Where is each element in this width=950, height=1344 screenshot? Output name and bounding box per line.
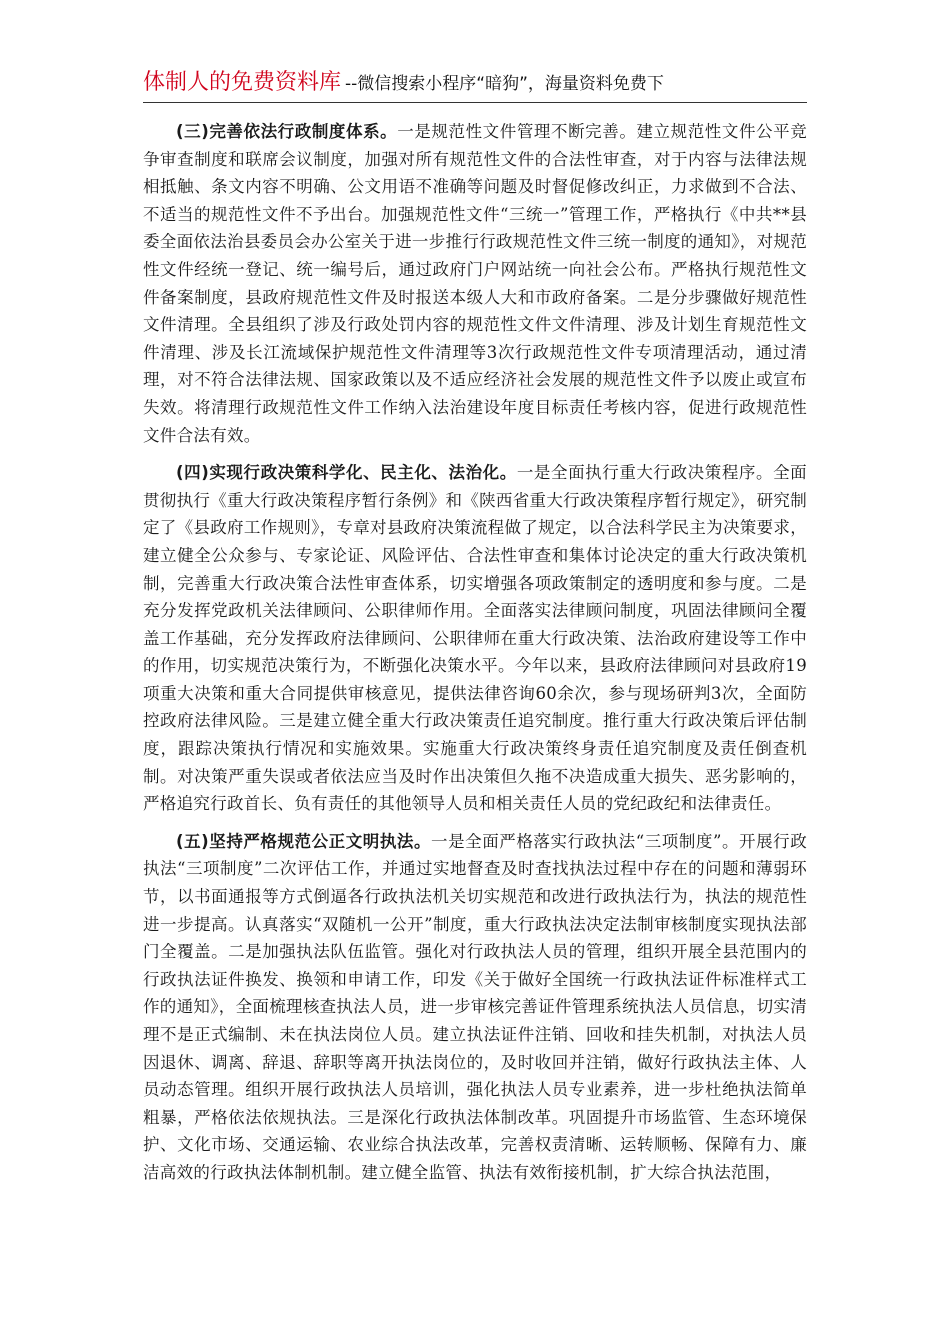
document-body [143, 118, 807, 1308]
section-text: 一是规范性文件管理不断完善。建立规范性文件公平竞争审查制度和联席会议制度，加强对所有规范性文件的合法性审查，对于内容与法律法规相抵触、条文内容不明确、公文用语不准确等问题及时督促修改纠正，力求做到不合法、不适当的规范性文件不予出台。加强规范性文件“三统一”管理工作，严格执行《中共**县委全面依法治县委员会办公室关于进一步推行行政规范性文件三统一制度的通知》，对规范性文件经统一登记、统一编号后，通过政府门户网站统一向社会公布。严格执行规范性文件备案制度，县政府规范性文件及时报送本级人大和市政府备案。二是分步骤做好规范性文件清理。全县组织了涉及行政处罚内容的规范性文件文件清理、涉及计划生育规范性文件清理、涉及长江流域保护规范性文件清理等3次行政规范性文件专项清理活动，通过清理，对不符合法律法规、国家政策以及不适应经济社会发展的规范性文件予以废止或宣布失效。将清理行政规范性文件工作纳入法治建设年度目标责任考核内容，促进行政规范性文件合法有效。 [143, 122, 807, 445]
section-heading: (四)实现行政决策科学化、民主化、法治化。 [176, 463, 517, 483]
section-paragraph [143, 459, 807, 818]
section-paragraph [143, 828, 807, 1187]
header-title: 体制人的免费资料库 [143, 70, 342, 95]
document-header [143, 68, 807, 103]
section-text: 一是全面严格落实行政执法“三项制度”。开展行政执法“三项制度”二次评估工作，并通过实地督查及时查找执法过程中存在的问题和薄弱环节，以书面通报等方式倒逼各行政执法机关切实规范和改进行政执法行为，执法的规范性进一步提高。认真落实“双随机一公开”制度，重大行政执法决定法制审核制度实现执法部门全覆盖。二是加强执法队伍监管。强化对行政执法人员的管理，组织开展全县范围内的行政执法证件换发、换领和申请工作，印发《关于做好全国统一行政执法证件标准样式工作的通知》，全面梳理核查执法人员，进一步审核完善证件管理系统执法人员信息，切实清理不是正式编制、未在执法岗位人员。建立执法证件注销、回收和挂失机制，对执法人员因退休、调离、辞退、辞职等离开执法岗位的，及时收回并注销，做好行政执法主体、人员动态管理。组织开展行政执法人员培训，强化执法人员专业素养，进一步杜绝执法简单粗暴，严格依法依规执法。三是深化行政执法体制改革。巩固提升市场监管、生态环境保护、文化市场、交通运输、农业综合执法改革，完善权责清晰、运转顺畅、保障有力、廉洁高效的行政执法体制机制。建立健全监管、执法有效衔接机制，扩大综合执法范围， [143, 831, 807, 1182]
section-text: 一是全面执行重大行政决策程序。全面贯彻执行《重大行政决策程序暂行条例》和《陕西省重大行政决策程序暂行规定》，研究制定了《县政府工作规则》，专章对县政府决策流程做了规定，以合法科学民主为决策要求，建立健全公众参与、专家论证、风险评估、合法性审查和集体讨论决定的重大行政决策机制，完善重大行政决策合法性审查体系，切实增强各项政策制定的透明度和参与度。二是充分发挥党政机关法律顾问、公职律师作用。全面落实法律顾问制度，巩固法律顾问全覆盖工作基础，充分发挥政府法律顾问、公职律师在重大行政决策、法治政府建设等工作中的作用，切实规范决策行为，不断强化决策水平。今年以来，县政府法律顾问对县政府19项重大决策和重大合同提供审核意见，提供法律咨询60余次，参与现场研判3次，全面防控政府法律风险。三是建立健全重大行政决策责任追究制度。推行重大行政决策后评估制度，跟踪决策执行情况和实施效果。实施重大行政决策终身责任追究制度及责任倒查机制。对决策严重失误或者依法应当及时作出决策但久拖不决造成重大损失、恶劣影响的，严格追究行政首长、负有责任的其他领导人员和相关责任人员的党纪政纪和法律责任。 [143, 463, 807, 814]
section-heading: (五)坚持严格规范公正文明执法。 [176, 831, 432, 851]
section-paragraph [143, 118, 807, 449]
section-heading: (三)完善依法行政制度体系。 [176, 122, 398, 141]
header-subtitle: --微信搜索小程序“暗狗”，海量资料免费下 [345, 74, 664, 94]
